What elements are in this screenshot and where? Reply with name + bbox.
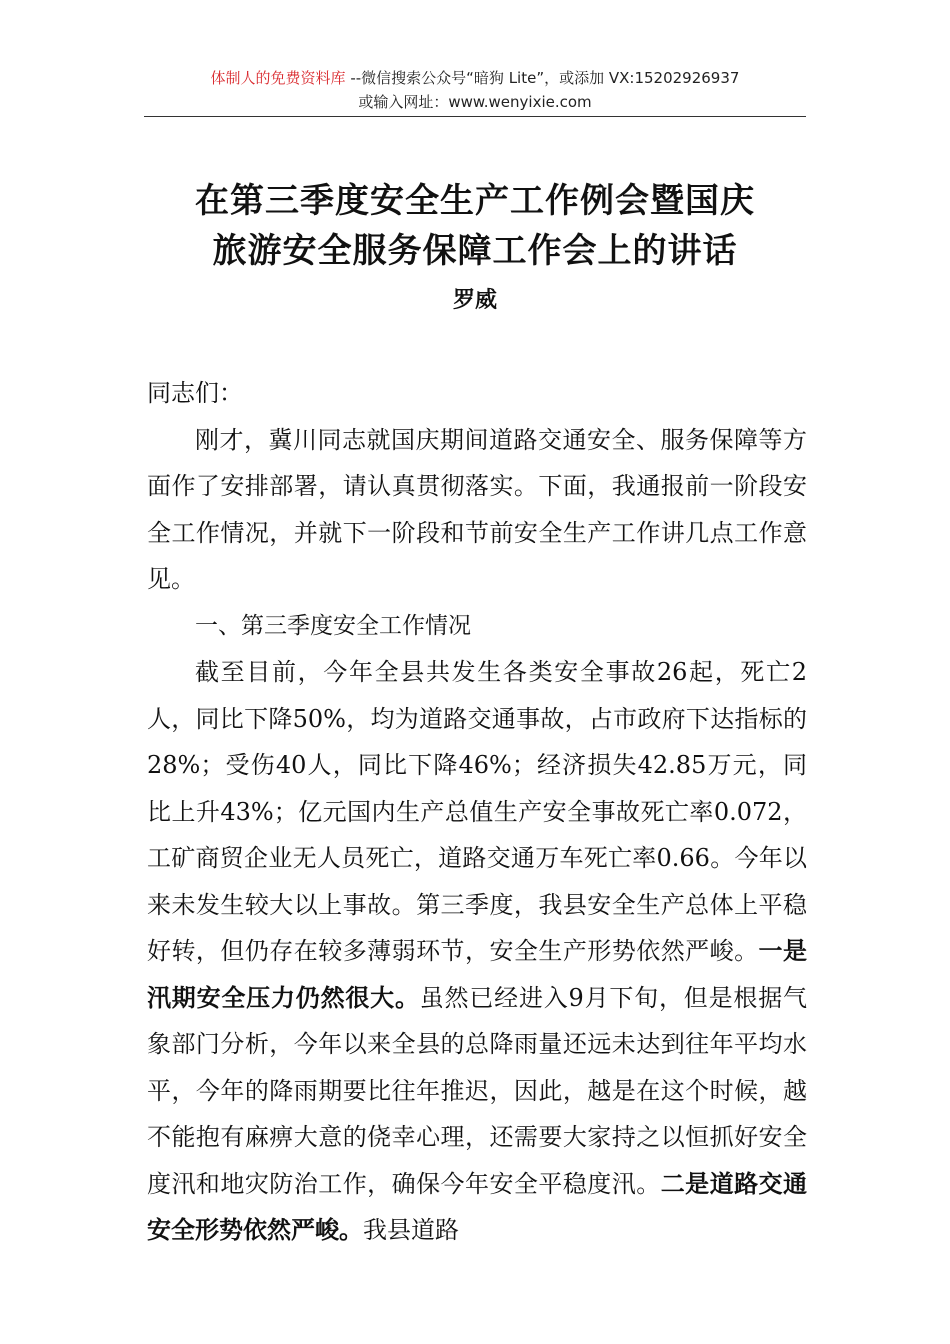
header-contact: --微信搜索公众号“暗狗 Lite”，或添加 VX:15202926937: [345, 69, 740, 87]
bold-point-1: 一是汛期安全压力仍然很大。: [147, 936, 808, 1012]
paragraph-text: 我县道路: [363, 1216, 459, 1244]
paragraph-situation: [147, 649, 807, 1254]
section-heading-1: 一、第三季度安全工作情况: [195, 612, 471, 639]
header-line-2: 或输入网址：www.wenyixie.com: [358, 93, 592, 111]
paragraph-text: 截至目前，今年全县共发生各类安全事故26起，死亡2人，同比下降50%，均为道路交通事故，占市政府下达指标的28%；受伤40人，同比下降46%；经济损失42.85万元，同比上升43%；亿元国内生产总值生产安全事故死亡率0.072，工矿商贸企业无人员死亡，道路交通万车死亡率0.66。今年以来未发生较大以上事故。第三季度，我县安全生产总体上平稳好转，但仍存在较多薄弱环节，安全生产形势依然严峻。: [147, 658, 807, 965]
author-name: 罗威: [452, 287, 497, 313]
header-brand: 体制人的免费资料库: [210, 69, 346, 87]
bold-point-2: 二是道路交通安全形势依然严峻。: [147, 1168, 808, 1244]
title-line-2: 旅游安全服务保障工作会上的讲话: [212, 231, 738, 271]
header-divider: [144, 116, 806, 117]
paragraph-text: 虽然已经进入9月下旬，但是根据气象部门分析，今年以来全县的总降雨量还远未达到往年平均水平，今年的降雨期要比往年推迟，因此，越是在这个时候，越不能抱有麻痹大意的侥幸心理，还需要大家持之以恒抓好安全度汛和地灾防治工作，确保今年安全平稳度汛。: [147, 983, 807, 1198]
document-body: [147, 370, 807, 1254]
salutation: 同志们：: [147, 379, 243, 407]
title-line-1: 在第三季度安全生产工作例会暨国庆: [195, 181, 755, 221]
document-header: [144, 66, 806, 114]
paragraph-intro: 刚才，冀川同志就国庆期间道路交通安全、服务保障等方面作了安排部署，请认真贯彻落实。下面，我通报前一阶段安全工作情况，并就下一阶段和节前安全生产工作讲几点工作意见。: [147, 425, 807, 593]
header-line-1: [144, 66, 806, 90]
document-title: [120, 176, 830, 276]
